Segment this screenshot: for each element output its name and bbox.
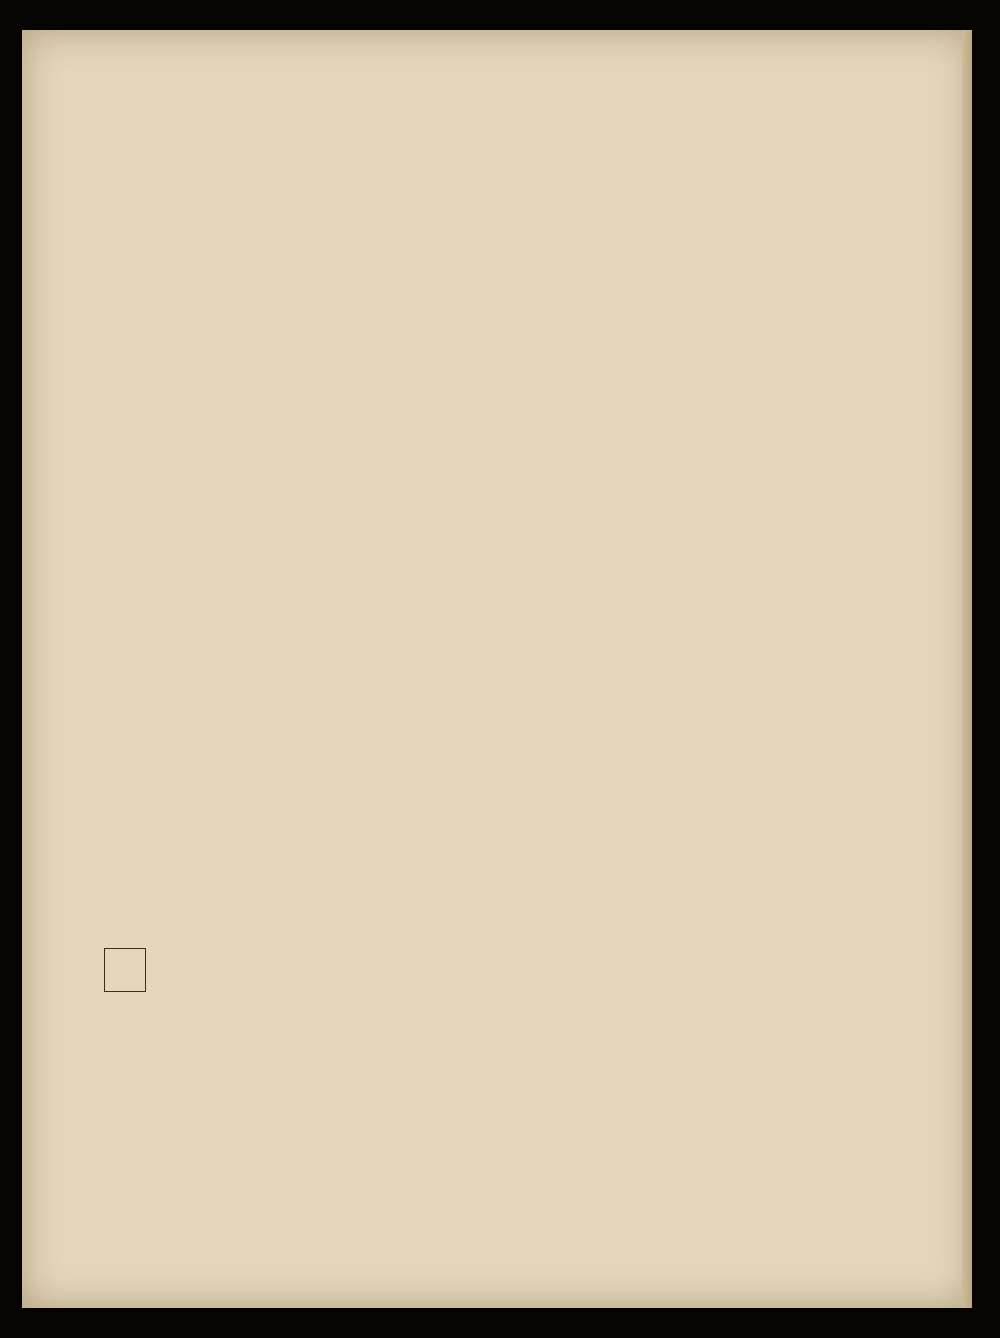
page-edge	[962, 30, 972, 1308]
page-header	[22, 100, 972, 160]
drop-cap	[104, 948, 146, 992]
footer-credit	[600, 1318, 610, 1331]
book-page	[22, 30, 972, 1308]
